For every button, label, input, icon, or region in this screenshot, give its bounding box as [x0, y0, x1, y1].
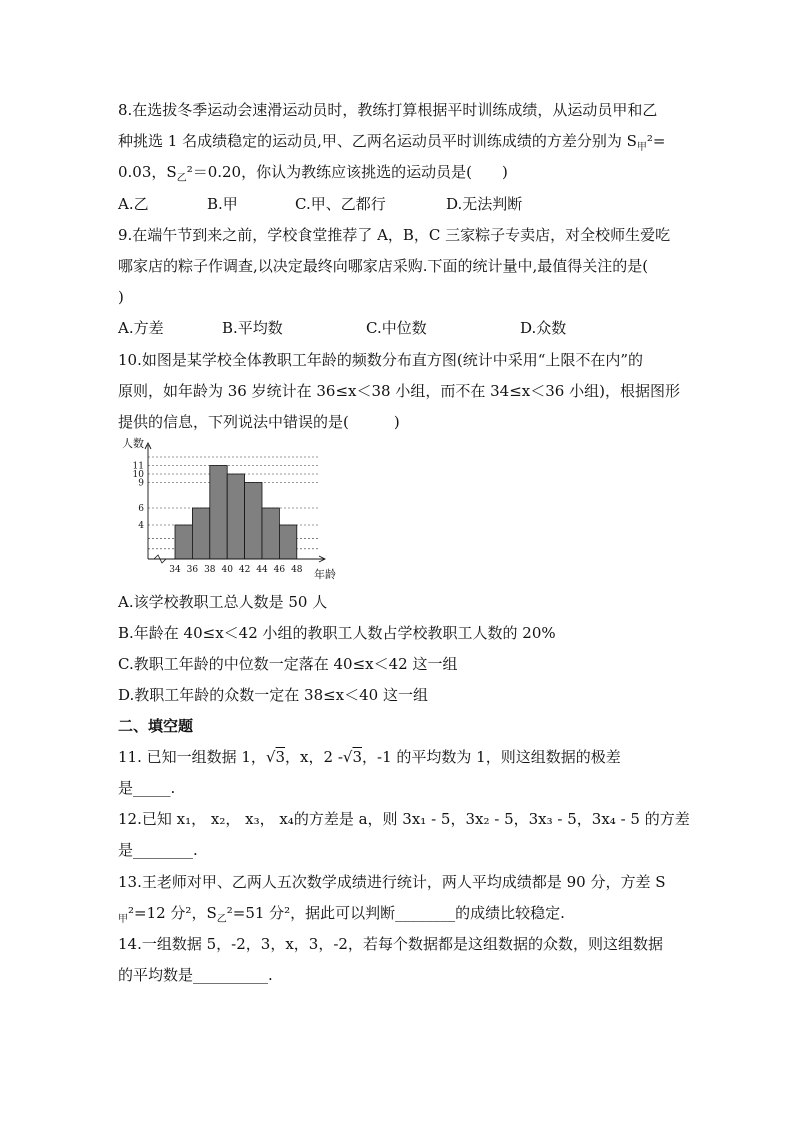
q8-line-3: 0.03，$S_乙^2=0.20$，你认为教练应该挑选的运动员是( ): [118, 163, 508, 184]
q13-line-1: 13.王老师对甲、乙两人五次数学成绩进行统计，两人平均成绩都是 90 分，方差 S: [118, 873, 666, 891]
histogram-bar-38-40: [210, 466, 227, 560]
sqrt-3-b: 3: [352, 748, 362, 766]
q8-line-2: 种挑选 1 名成绩稳定的运动员,甲、乙两名运动员平时训练成绩的方差分别为 $S_甲^2=$: [118, 132, 666, 153]
histogram-bar-42-44: [245, 483, 262, 560]
x-tick-label: 42: [238, 565, 251, 575]
x-axis-label: 年龄: [314, 568, 336, 581]
x-tick-label: 48: [291, 565, 303, 575]
y-tick-label: 9: [138, 478, 144, 489]
sqrt-3-a: 3: [275, 748, 286, 766]
y-tick-label: 11: [132, 461, 144, 472]
q14-line-2: 的平均数是__________.: [118, 966, 273, 984]
q9-option-c[interactable]: C.中位数: [366, 319, 427, 337]
x-tick-label: 44: [256, 565, 268, 575]
y-tick-label: 10: [132, 470, 144, 480]
y-tick-label: 4: [138, 521, 144, 531]
q10-line-2: 原则，如年龄为 36 岁统计在 36≤x＜38 小组，而不在 34≤x＜36 小组)，根据图形: [118, 382, 680, 400]
histogram-bar-36-38: [192, 508, 209, 559]
x-tick-label: 46: [273, 565, 286, 575]
q9-line-1: 9.在端午节到来之前，学校食堂推荐了 A，B，C 三家粽子专卖店，对全校师生爱吃: [118, 226, 671, 244]
q9-option-a[interactable]: A.方差: [118, 319, 164, 337]
x-tick-label: 38: [204, 565, 216, 575]
histogram-bar-46-48: [279, 525, 296, 559]
histogram-bar-44-46: [262, 508, 279, 559]
q8-option-c[interactable]: C.甲、乙都行: [295, 195, 386, 213]
histogram-bar-40-42: [227, 474, 244, 559]
q10-line-1: 10.如图是某学校全体教职工年龄的频数分布直方图(统计中采用“上限不在内”的: [118, 351, 644, 369]
section-title-fill-in: 二、填空题: [118, 717, 194, 735]
q11-line-2: 是_____.: [118, 779, 176, 797]
q9-option-b[interactable]: B.平均数: [222, 319, 283, 337]
q10-option-a[interactable]: A.该学校教职工总人数是 50 人: [118, 593, 328, 611]
x-tick-label: 40: [221, 565, 233, 575]
q13-line-2: $_甲$²=12 分²，$S_乙^2=51$ 分²，据此可以判断________的成绩比较稳定.: [118, 904, 565, 925]
q8-option-d[interactable]: D.无法判断: [446, 195, 523, 213]
x-tick-label: 36: [186, 565, 199, 575]
q9-line-2: 哪家店的粽子作调查,以决定最终向哪家店采购.下面的统计量中,最值得关注的是(: [118, 257, 649, 275]
q8-line-1: 8.在选拔冬季运动会速滑运动员时，教练打算根据平时训练成绩，从运动员甲和乙: [118, 101, 658, 119]
q9-option-d[interactable]: D.众数: [520, 319, 567, 337]
q10-option-c[interactable]: C.教职工年龄的中位数一定落在 40≤x＜42 这一组: [118, 655, 458, 673]
histogram-bar-34-36: [175, 525, 192, 559]
q8-option-b[interactable]: B.甲: [207, 195, 238, 213]
q10-line-3: 提供的信息，下列说法中错误的是( ): [118, 413, 400, 431]
x-tick-label: 34: [169, 565, 181, 575]
y-tick-label: 6: [138, 504, 144, 514]
q10-option-b[interactable]: B.年龄在 40≤x＜42 小组的教职工人数占学校教职工人数的 20%: [118, 624, 556, 642]
q14-line-1: 14.一组数据 5，-2，3，x，3，-2，若每个数据都是这组数据的众数，则这组数据: [118, 935, 663, 953]
q9-options: [118, 318, 718, 338]
q9-line-3: ): [118, 288, 124, 306]
age-histogram: [118, 437, 343, 585]
y-axis-label: 人数: [122, 437, 144, 450]
q8-option-a[interactable]: A.乙: [118, 195, 149, 213]
q10-option-d[interactable]: D.教职工年龄的众数一定在 38≤x＜40 这一组: [118, 686, 428, 704]
q11-line-1: 11. 已知一组数据 1，√3，x，2 -√3，-1 的平均数为 1，则这组数据的极差: [118, 748, 621, 766]
q12-line-1: 12.已知 x₁， x₂， x₃， x₄的方差是 a，则 3x₁ - 5，3x₂ - 5，3x₃ - 5，3x₄ - 5 的方差: [118, 810, 690, 828]
q12-line-2: 是________.: [118, 841, 198, 859]
q8-options: [118, 194, 718, 214]
